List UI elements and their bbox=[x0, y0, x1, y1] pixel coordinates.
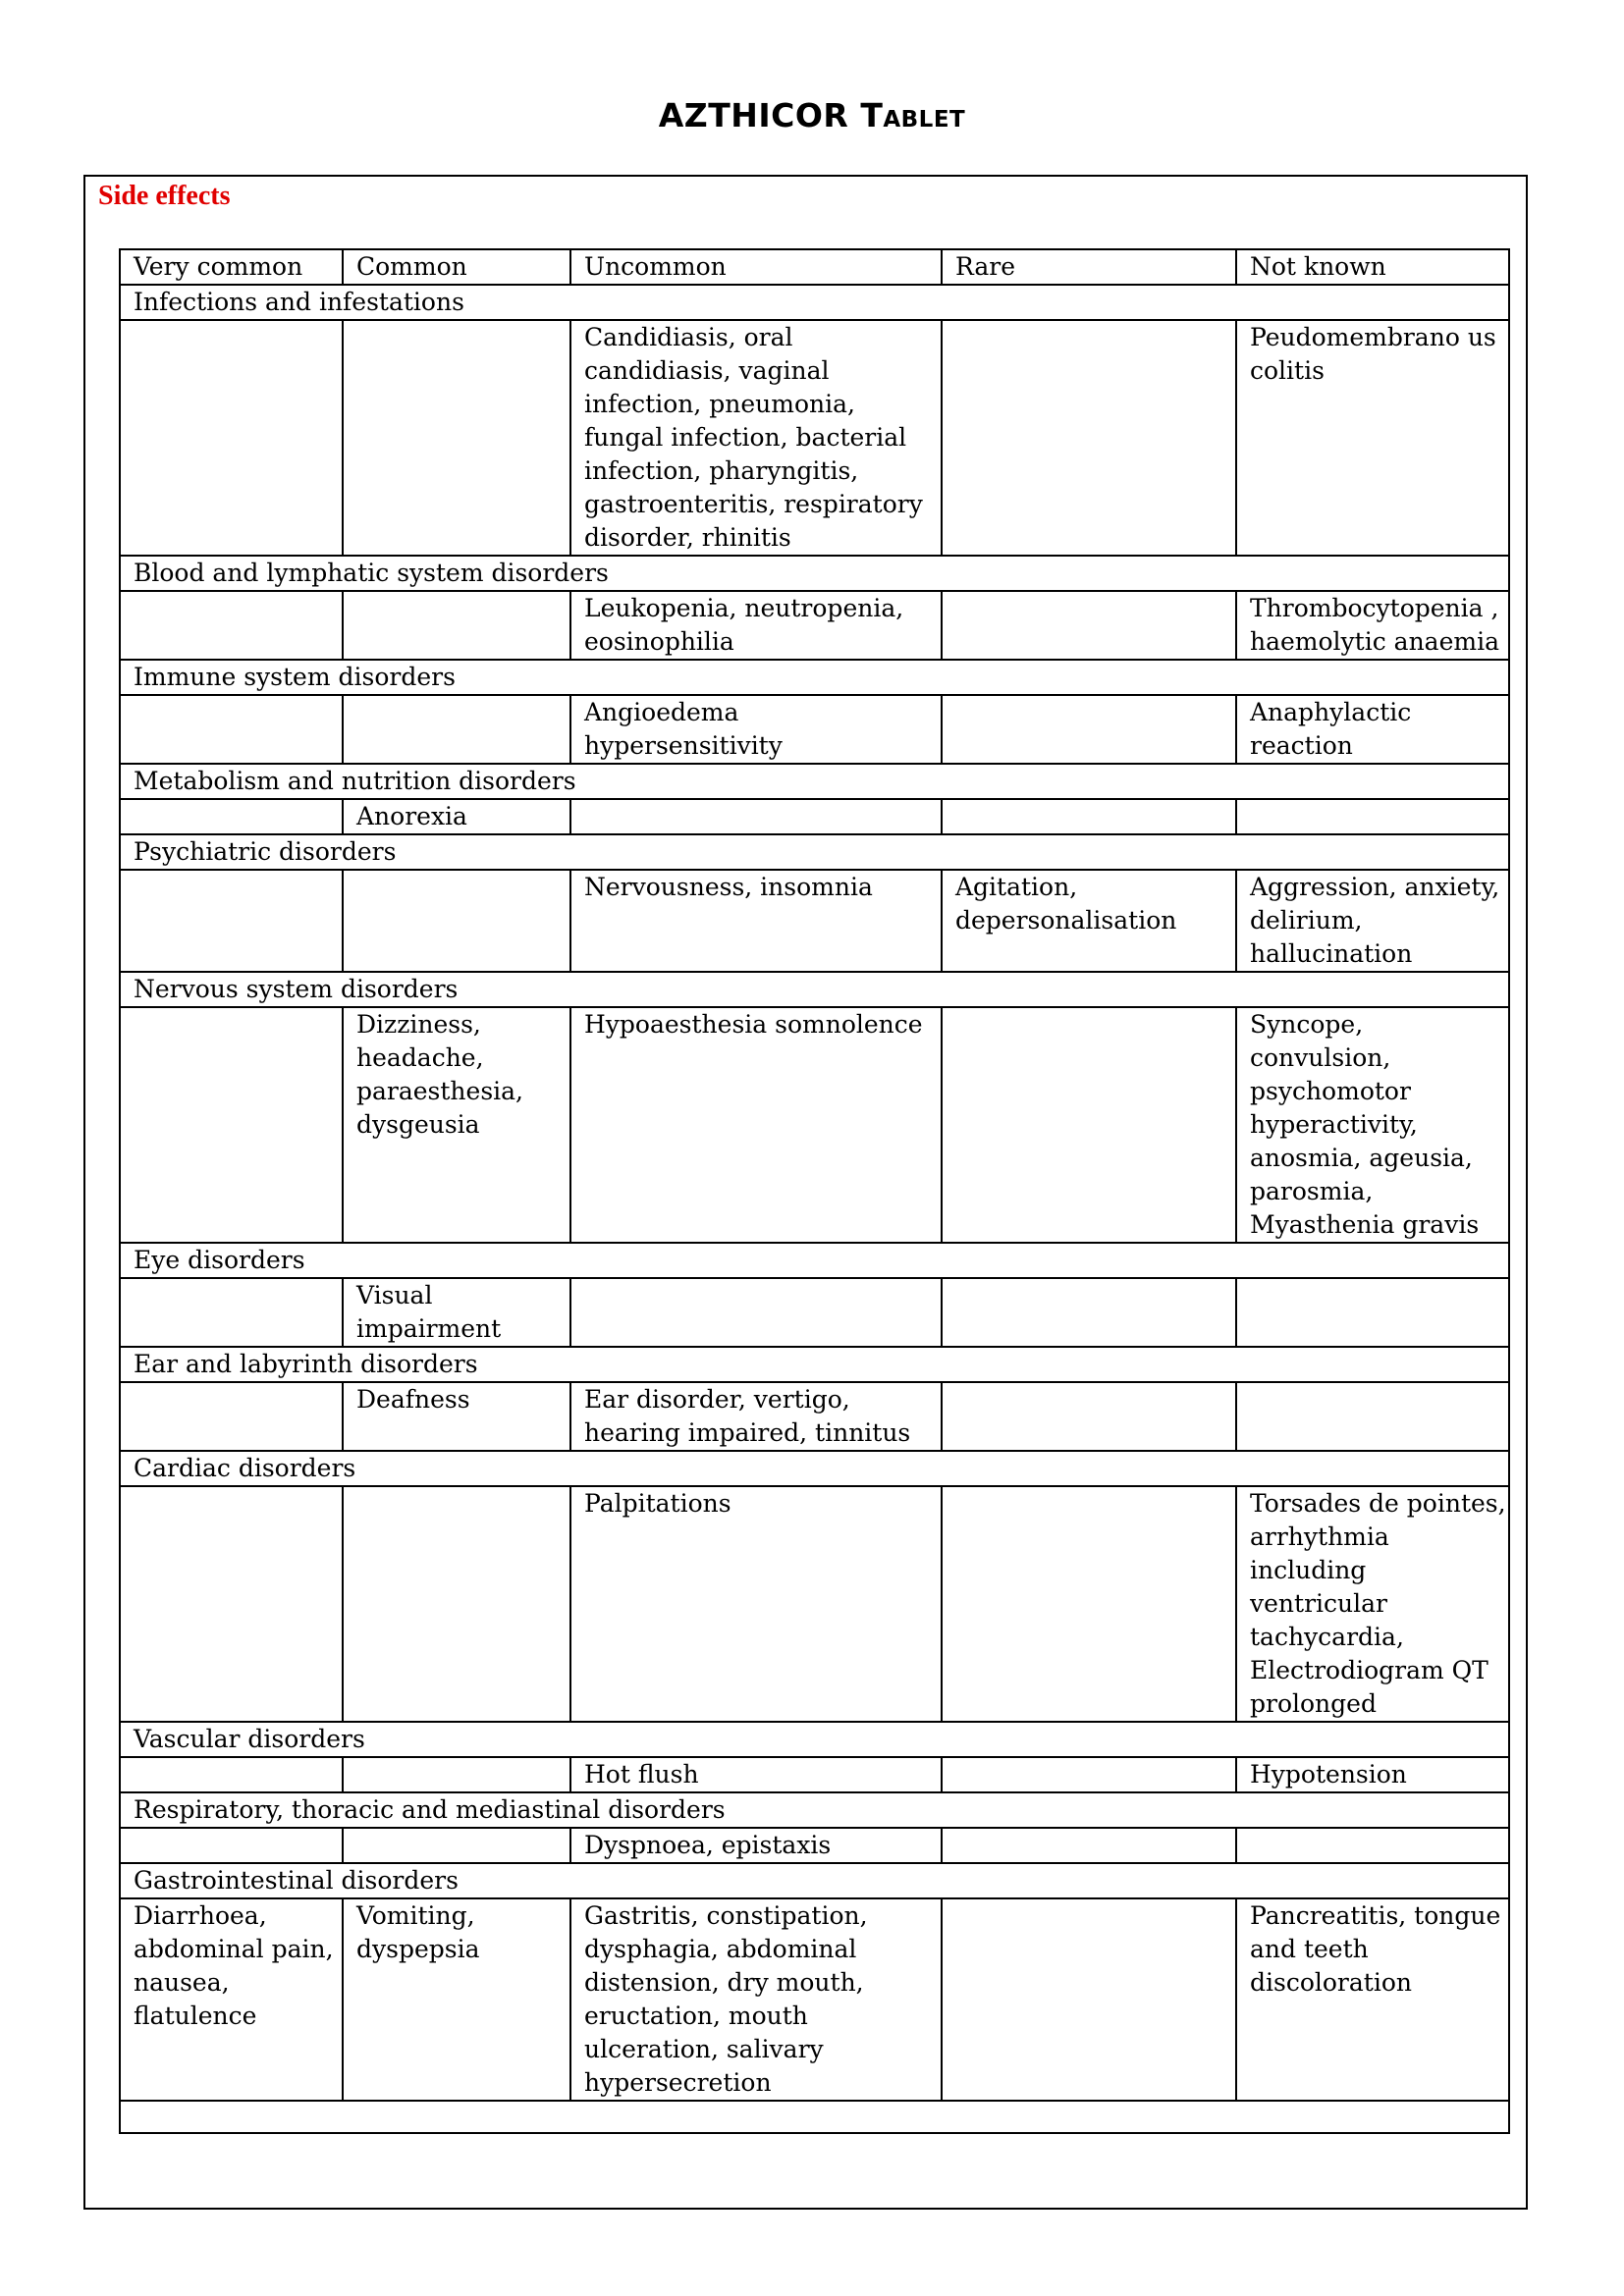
cell-uncommon: Leukopenia, neutropenia, eosinophilia bbox=[570, 591, 942, 660]
category-row bbox=[120, 834, 1509, 870]
category-label: Psychiatric disorders bbox=[120, 834, 1509, 870]
category-label: Respiratory, thoracic and mediastinal disorders bbox=[120, 1792, 1509, 1828]
cell-common: Vomiting, dyspepsia bbox=[343, 1898, 570, 2101]
category-row bbox=[120, 285, 1509, 320]
cell-rare bbox=[942, 1757, 1236, 1792]
empty-cell bbox=[120, 2101, 1509, 2133]
column-header-rare: Rare bbox=[942, 249, 1236, 285]
cell-rare bbox=[942, 1007, 1236, 1243]
cell-very-common bbox=[120, 1007, 343, 1243]
cell-uncommon: Palpitations bbox=[570, 1486, 942, 1722]
category-row bbox=[120, 660, 1509, 695]
category-label: Immune system disorders bbox=[120, 660, 1509, 695]
cell-rare bbox=[942, 1828, 1236, 1863]
cell-very-common bbox=[120, 799, 343, 834]
category-row bbox=[120, 1722, 1509, 1757]
cell-common bbox=[343, 320, 570, 556]
category-row bbox=[120, 1792, 1509, 1828]
cell-common: Visual impairment bbox=[343, 1278, 570, 1347]
category-row bbox=[120, 972, 1509, 1007]
cell-uncommon: Nervousness, insomnia bbox=[570, 870, 942, 972]
category-row bbox=[120, 1451, 1509, 1486]
cell-common: Anorexia bbox=[343, 799, 570, 834]
table-row bbox=[120, 695, 1509, 764]
category-label: Metabolism and nutrition disorders bbox=[120, 764, 1509, 799]
category-label: Ear and labyrinth disorders bbox=[120, 1347, 1509, 1382]
cell-very-common bbox=[120, 1382, 343, 1451]
cell-not-known: Hypotension bbox=[1236, 1757, 1509, 1792]
cell-not-known: Peudomembrano us colitis bbox=[1236, 320, 1509, 556]
table-row bbox=[120, 799, 1509, 834]
category-label: Infections and infestations bbox=[120, 285, 1509, 320]
cell-common bbox=[343, 1486, 570, 1722]
cell-not-known: Syncope, convulsion, psychomotor hyperactivity, anosmia, ageusia, parosmia, Myasthenia gravis bbox=[1236, 1007, 1509, 1243]
cell-very-common bbox=[120, 591, 343, 660]
title-suffix: Tablet bbox=[860, 96, 966, 134]
cell-very-common bbox=[120, 320, 343, 556]
cell-rare bbox=[942, 1898, 1236, 2101]
cell-common bbox=[343, 591, 570, 660]
column-header-not-known: Not known bbox=[1236, 249, 1509, 285]
table-row bbox=[120, 1828, 1509, 1863]
cell-very-common bbox=[120, 1828, 343, 1863]
table-row bbox=[120, 1898, 1509, 2101]
category-label: Vascular disorders bbox=[120, 1722, 1509, 1757]
category-label: Cardiac disorders bbox=[120, 1451, 1509, 1486]
side-effects-table bbox=[119, 248, 1510, 2134]
cell-uncommon: Ear disorder, vertigo, hearing impaired, tinnitus bbox=[570, 1382, 942, 1451]
section-heading: Side effects bbox=[98, 181, 231, 211]
cell-common bbox=[343, 870, 570, 972]
category-row bbox=[120, 1863, 1509, 1898]
cell-rare bbox=[942, 320, 1236, 556]
cell-not-known bbox=[1236, 799, 1509, 834]
category-row bbox=[120, 764, 1509, 799]
cell-common: Deafness bbox=[343, 1382, 570, 1451]
cell-uncommon: Hot flush bbox=[570, 1757, 942, 1792]
cell-very-common bbox=[120, 870, 343, 972]
table-row bbox=[120, 591, 1509, 660]
cell-rare: Agitation, depersonalisation bbox=[942, 870, 1236, 972]
table-row bbox=[120, 1486, 1509, 1722]
table-end-row bbox=[120, 2101, 1509, 2133]
cell-common bbox=[343, 1757, 570, 1792]
header-row bbox=[120, 249, 1509, 285]
cell-rare bbox=[942, 1486, 1236, 1722]
cell-not-known: Anaphylactic reaction bbox=[1236, 695, 1509, 764]
cell-not-known: Pancreatitis, tongue and teeth discoloration bbox=[1236, 1898, 1509, 2101]
cell-uncommon: Dyspnoea, epistaxis bbox=[570, 1828, 942, 1863]
cell-very-common: Diarrhoea, abdominal pain, nausea, flatulence bbox=[120, 1898, 343, 2101]
cell-rare bbox=[942, 1382, 1236, 1451]
cell-very-common bbox=[120, 695, 343, 764]
title-main: AZTHICOR bbox=[658, 96, 849, 134]
cell-not-known bbox=[1236, 1382, 1509, 1451]
cell-not-known: Thrombocytopenia , haemolytic anaemia bbox=[1236, 591, 1509, 660]
cell-uncommon: Candidiasis, oral candidiasis, vaginal infection, pneumonia, fungal infection, bacterial infection, pharyngitis, gastroenteritis, respiratory disorder, rhinitis bbox=[570, 320, 942, 556]
cell-common: Dizziness, headache, paraesthesia, dysgeusia bbox=[343, 1007, 570, 1243]
category-row bbox=[120, 1243, 1509, 1278]
cell-rare bbox=[942, 799, 1236, 834]
cell-not-known: Torsades de pointes, arrhythmia including ventricular tachycardia, Electrodiogram QT prolonged bbox=[1236, 1486, 1509, 1722]
category-label: Eye disorders bbox=[120, 1243, 1509, 1278]
cell-rare bbox=[942, 1278, 1236, 1347]
cell-not-known bbox=[1236, 1828, 1509, 1863]
cell-rare bbox=[942, 695, 1236, 764]
cell-rare bbox=[942, 591, 1236, 660]
cell-uncommon: Angioedema hypersensitivity bbox=[570, 695, 942, 764]
category-label: Gastrointestinal disorders bbox=[120, 1863, 1509, 1898]
cell-very-common bbox=[120, 1278, 343, 1347]
cell-uncommon: Gastritis, constipation, dysphagia, abdominal distension, dry mouth, eructation, mouth ulceration, salivary hypersecretion bbox=[570, 1898, 942, 2101]
category-row bbox=[120, 1347, 1509, 1382]
cell-uncommon bbox=[570, 799, 942, 834]
cell-common bbox=[343, 695, 570, 764]
table-row bbox=[120, 870, 1509, 972]
cell-not-known: Aggression, anxiety, delirium, hallucination bbox=[1236, 870, 1509, 972]
category-row bbox=[120, 556, 1509, 591]
table-body bbox=[120, 285, 1509, 2133]
cell-not-known bbox=[1236, 1278, 1509, 1347]
table-row bbox=[120, 1757, 1509, 1792]
category-label: Nervous system disorders bbox=[120, 972, 1509, 1007]
table-row bbox=[120, 1007, 1509, 1243]
cell-uncommon: Hypoaesthesia somnolence bbox=[570, 1007, 942, 1243]
cell-common bbox=[343, 1828, 570, 1863]
document-title bbox=[0, 96, 1624, 134]
table-row bbox=[120, 1382, 1509, 1451]
column-header-uncommon: Uncommon bbox=[570, 249, 942, 285]
category-label: Blood and lymphatic system disorders bbox=[120, 556, 1509, 591]
table-row bbox=[120, 320, 1509, 556]
table-row bbox=[120, 1278, 1509, 1347]
cell-uncommon bbox=[570, 1278, 942, 1347]
cell-very-common bbox=[120, 1757, 343, 1792]
cell-very-common bbox=[120, 1486, 343, 1722]
column-header-very-common: Very common bbox=[120, 249, 343, 285]
column-header-common: Common bbox=[343, 249, 570, 285]
